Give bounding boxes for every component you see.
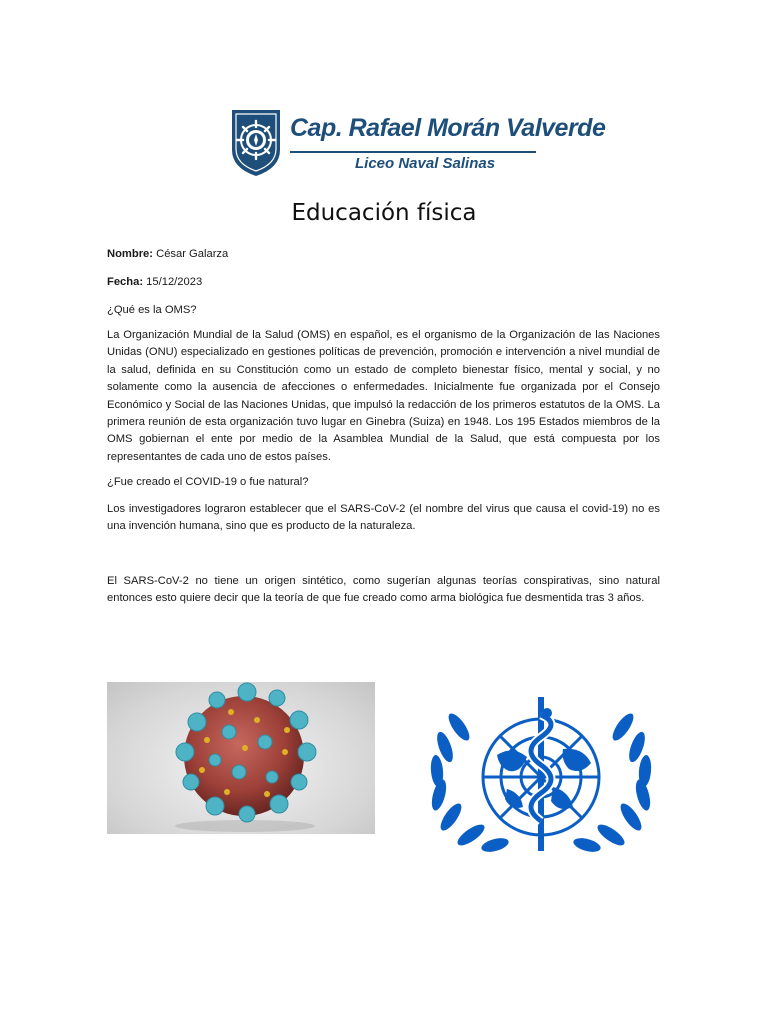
school-subtitle: Liceo Naval Salinas [355,155,496,172]
coronavirus-particle-image [107,682,375,834]
name-label: Nombre: [107,248,153,260]
name-value: César Galarza [153,248,229,260]
paragraph-oms: La Organización Mundial de la Salud (OMS) en español, es el organismo de la Organización de las Naciones Unidas (ONU) especializado en gestiones políticas de prevención, promoción e intervención a nivel mundial de la salud, definida en su Constitución como un estado de completo bienestar físico, mental y social, y no solamente como la ausencia de afecciones o enfermedades. Inicialmente fue organizada por el Consejo Económico y Social de las Naciones Unidas, que impulsó la redacción de los primeros estatutos de la OMS. La primera reunión de esta organización tuvo lugar en Ginebra (Suiza) en 1948. Los 195 Estados miembros de la OMS gobiernan el ente por medio de la Asamblea Mundial de la Salud, que está compuesta por los representantes de cada uno de estos países. [107,329,660,463]
paragraph-covid: Los investigadores lograron establecer que el SARS-CoV-2 (el nombre del virus que causa el covid-19) no es una invención humana, sino que es producto de la naturaleza. [107,503,660,533]
question-covid: ¿Fue creado el COVID-19 o fue natural? [107,476,309,488]
header-divider [290,151,536,153]
who-emblem [423,695,659,853]
who-emblem-icon [423,695,659,853]
paragraph-origin: El SARS-CoV-2 no tiene un origen sintético, como sugerían algunas teorías conspirativas, sino natural entonces esto quiere decir que la teoría de que fue creado como arma biológica fue desmentida tras 3 años. [107,575,660,605]
document-title: Educación física [291,200,477,226]
school-header [230,108,606,184]
naval-compass-crest-icon [230,108,282,178]
name-line [107,246,660,263]
date-line [107,274,660,291]
question-oms: ¿Qué es la OMS? [107,304,197,316]
date-label: Fecha: [107,276,144,288]
date-value: 15/12/2023 [143,276,203,288]
school-name: Cap. Rafael Morán Valverde [290,114,606,142]
coronavirus-image [107,682,375,834]
